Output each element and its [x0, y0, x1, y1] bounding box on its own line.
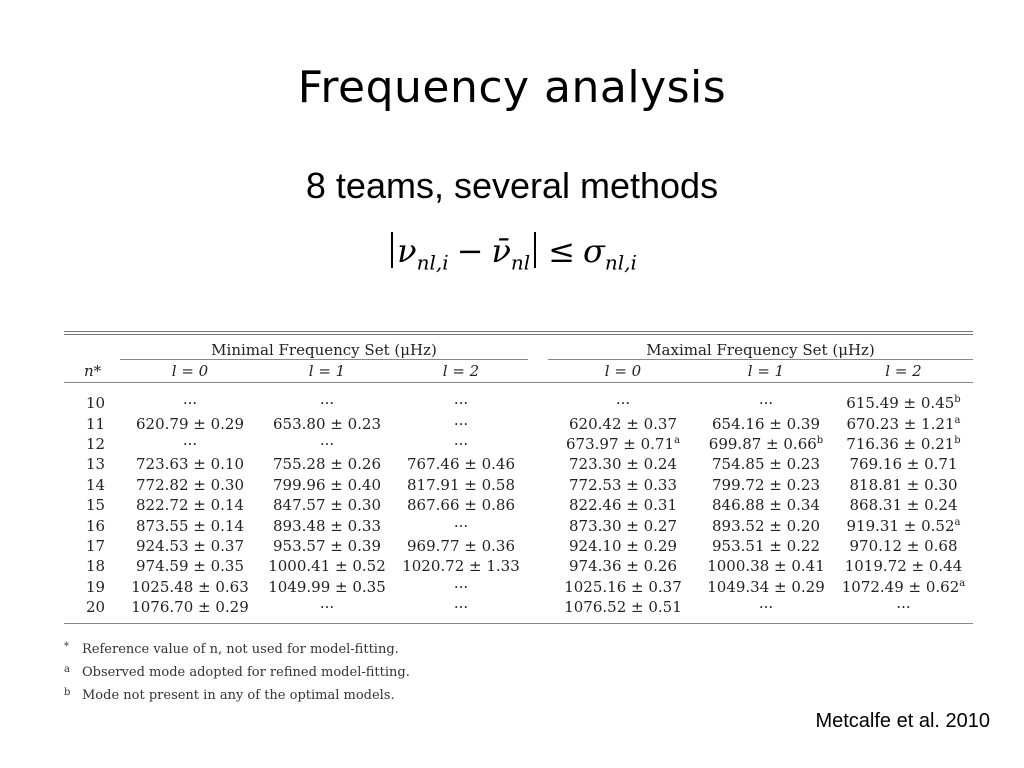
table-cell: [548, 597, 698, 617]
row-n-value: 14: [86, 475, 106, 494]
column-gap: [528, 475, 548, 495]
table-cell: [834, 536, 973, 556]
table-cell: [548, 434, 698, 454]
cell-value: 893.52 ± 0.20: [712, 516, 820, 535]
cell-value: 868.31 ± 0.24: [849, 496, 958, 515]
table-row: [64, 597, 973, 617]
table-cell: [260, 475, 394, 495]
cell-value: 716.36 ± 0.21: [846, 434, 955, 453]
cell-value: 818.81 ± 0.30: [849, 475, 958, 494]
table-row: [64, 536, 973, 556]
table-cell: [394, 577, 528, 597]
table-cell: [834, 413, 973, 433]
column-gap: [528, 434, 548, 454]
cell-value: 755.28 ± 0.26: [273, 455, 381, 474]
formula-sigma: σ: [582, 232, 605, 270]
table-cell: [548, 515, 698, 535]
citation: Metcalfe et al. 2010: [815, 710, 990, 732]
table-cell: [548, 475, 698, 495]
cell-value: 799.96 ± 0.40: [273, 475, 381, 494]
column-gap: [528, 536, 548, 556]
cell-value: 1000.41 ± 0.52: [268, 557, 386, 576]
cell-value: 953.51 ± 0.22: [712, 536, 820, 555]
table-cell: [548, 413, 698, 433]
table-cell: [260, 515, 394, 535]
table-cell: [120, 413, 260, 433]
cell-value: 799.72 ± 0.23: [712, 475, 820, 494]
cell-value: 822.72 ± 0.14: [136, 496, 244, 515]
row-n-value: 12: [86, 434, 106, 453]
table-row: [64, 556, 973, 576]
table-cell: [834, 383, 973, 414]
row-n-value: 16: [86, 516, 106, 535]
note-mark: b: [64, 687, 71, 698]
table-cell: [260, 556, 394, 576]
note-text: Observed mode adopted for refined model-fitting.: [82, 665, 410, 680]
cell-value: ···: [453, 598, 469, 617]
note-line: [64, 660, 410, 683]
abs-bar-left: [391, 232, 393, 268]
note-text: Mode not present in any of the optimal models.: [82, 688, 395, 703]
table-cell: [834, 454, 973, 474]
cell-value: 769.16 ± 0.71: [849, 455, 958, 474]
cell-value: ···: [615, 394, 631, 413]
cell-value: 919.31 ± 0.52: [846, 516, 955, 535]
row-n-value: 20: [86, 598, 106, 617]
row-n-value: 11: [86, 414, 106, 433]
cell-value: ···: [453, 394, 469, 413]
cell-value: 1072.49 ± 0.62: [841, 577, 960, 596]
column-gap: [528, 495, 548, 515]
table-cell: [394, 383, 528, 414]
table-cell: [834, 577, 973, 597]
cell-value: 893.48 ± 0.33: [273, 516, 381, 535]
col-header: l = 2: [394, 360, 528, 383]
row-n-value: 17: [86, 536, 106, 555]
cell-value: 1025.16 ± 0.37: [564, 577, 682, 596]
cell-footnote-mark: a: [954, 414, 961, 426]
table-cell: [834, 556, 973, 576]
cell-value: ···: [453, 434, 469, 453]
row-n-value: 13: [86, 455, 106, 474]
cell-footnote-mark: a: [674, 434, 680, 446]
cell-footnote-mark: b: [816, 434, 824, 446]
table-cell: [120, 475, 260, 495]
cell-value: 772.82 ± 0.30: [136, 475, 244, 494]
cell-value: 620.42 ± 0.37: [569, 414, 677, 433]
table-cell: [548, 577, 698, 597]
table-cell: [394, 556, 528, 576]
table-cell: [394, 434, 528, 454]
table-cell: [548, 383, 698, 414]
cell-footnote-mark: b: [954, 434, 961, 446]
table-cell: [698, 515, 834, 535]
table-cell: [698, 495, 834, 515]
table-cell: [548, 454, 698, 474]
table-cell: [698, 383, 834, 414]
table-cell: [698, 536, 834, 556]
abs-bar-right: [534, 232, 536, 268]
cell-value: 673.97 ± 0.71: [566, 434, 675, 453]
slide-subtitle: 8 teams, several methods: [305, 165, 719, 206]
cell-value: 846.88 ± 0.34: [712, 496, 820, 515]
table-cell: [834, 515, 973, 535]
cell-value: ···: [453, 414, 469, 433]
table-cell: [260, 495, 394, 515]
cell-value: 924.10 ± 0.29: [569, 536, 677, 555]
cell-value: 723.30 ± 0.24: [569, 455, 677, 474]
cell-value: ···: [319, 434, 335, 453]
cell-value: 767.46 ± 0.46: [407, 455, 515, 474]
column-gap: [528, 515, 548, 535]
group-header-maximal: Maximal Frequency Set (μHz): [548, 335, 973, 360]
table-cell: [698, 413, 834, 433]
table-row: [64, 454, 973, 474]
cell-value: 1076.52 ± 0.51: [564, 598, 682, 617]
column-gap: [528, 577, 548, 597]
note-text: Reference value of n, not used for model-fitting.: [82, 642, 399, 657]
table-row: [64, 434, 973, 454]
cell-value: 620.79 ± 0.29: [136, 414, 244, 433]
cell-value: 974.59 ± 0.35: [136, 557, 244, 576]
table-cell: [698, 577, 834, 597]
cell-value: ···: [758, 394, 774, 413]
table-row: [64, 383, 973, 414]
cell-value: 822.46 ± 0.31: [569, 496, 677, 515]
table-cell: [698, 434, 834, 454]
row-n-value: 19: [86, 577, 106, 596]
row-n-value: 18: [86, 557, 106, 576]
table-cell: [548, 536, 698, 556]
formula-nu: ν: [397, 232, 417, 270]
cell-value: 970.12 ± 0.68: [849, 536, 958, 555]
cell-value: 1076.70 ± 0.29: [131, 598, 249, 617]
col-header: l = 0: [120, 360, 260, 383]
table-notes: [64, 637, 410, 706]
frequency-table: [64, 331, 973, 624]
table-cell: [260, 536, 394, 556]
note-line: [64, 637, 410, 660]
table-cell: [120, 577, 260, 597]
table-cell: [260, 434, 394, 454]
cell-value: 654.16 ± 0.39: [712, 414, 820, 433]
table-cell: [120, 454, 260, 474]
cell-value: 670.23 ± 1.21: [846, 414, 955, 433]
cell-footnote-mark: b: [954, 394, 961, 406]
table-row: [64, 495, 973, 515]
formula: [0, 232, 1024, 274]
cell-value: 953.57 ± 0.39: [273, 536, 381, 555]
col-header: l = 2: [834, 360, 973, 383]
cell-value: ···: [453, 516, 469, 535]
column-gap: [528, 383, 548, 414]
cell-value: 873.55 ± 0.14: [136, 516, 244, 535]
column-gap: [528, 556, 548, 576]
cell-value: ···: [182, 394, 198, 413]
formula-minus: −: [456, 232, 484, 270]
table-cell: [120, 597, 260, 617]
table-cell: [394, 454, 528, 474]
table-cell: [260, 413, 394, 433]
table-cell: [834, 597, 973, 617]
table-cell: [394, 597, 528, 617]
cell-value: 1049.99 ± 0.35: [268, 577, 386, 596]
row-n-value: 10: [86, 394, 106, 413]
cell-value: 974.36 ± 0.26: [569, 557, 677, 576]
row-n-value: 15: [86, 496, 106, 515]
table-cell: [698, 597, 834, 617]
cell-value: 772.53 ± 0.33: [569, 475, 677, 494]
col-header-nstar: n*: [64, 360, 120, 383]
cell-value: 847.57 ± 0.30: [273, 496, 381, 515]
col-header: l = 1: [260, 360, 394, 383]
column-gap: [528, 454, 548, 474]
table-cell: [834, 434, 973, 454]
note-mark: a: [64, 664, 70, 675]
table-cell: [260, 597, 394, 617]
table-cell: [548, 495, 698, 515]
table-cell: [698, 556, 834, 576]
table-cell: [394, 536, 528, 556]
cell-value: ···: [319, 598, 335, 617]
col-header: l = 1: [698, 360, 834, 383]
table-cell: [548, 556, 698, 576]
cell-value: 754.85 ± 0.23: [712, 455, 820, 474]
cell-value: 1019.72 ± 0.44: [844, 557, 963, 576]
table-body: [64, 383, 973, 618]
cell-value: 653.80 ± 0.23: [273, 414, 381, 433]
cell-footnote-mark: a: [954, 516, 961, 528]
table-cell: [120, 383, 260, 414]
cell-value: ···: [182, 434, 198, 453]
table-row: [64, 475, 973, 495]
table-cell: [260, 383, 394, 414]
cell-value: ···: [319, 394, 335, 413]
cell-value: ···: [758, 598, 774, 617]
cell-value: 1025.48 ± 0.63: [131, 577, 249, 596]
table-row: [64, 577, 973, 597]
cell-value: 817.91 ± 0.58: [407, 475, 515, 494]
table-cell: [394, 515, 528, 535]
column-gap: [528, 597, 548, 617]
table-row: [64, 413, 973, 433]
cell-value: 873.30 ± 0.27: [569, 516, 677, 535]
cell-value: 615.49 ± 0.45: [846, 394, 955, 413]
table-cell: [260, 577, 394, 597]
cell-value: ···: [896, 598, 911, 617]
column-gap: [528, 413, 548, 433]
table-cell: [260, 454, 394, 474]
cell-value: 924.53 ± 0.37: [136, 536, 244, 555]
cell-value: 969.77 ± 0.36: [407, 536, 515, 555]
table-cell: [834, 475, 973, 495]
table-cell: [120, 434, 260, 454]
table-cell: [394, 475, 528, 495]
table-cell: [394, 413, 528, 433]
formula-sub-nl: nl: [510, 250, 531, 275]
cell-value: 699.87 ± 0.66: [708, 434, 817, 453]
cell-value: ···: [453, 577, 469, 596]
group-header-minimal: Minimal Frequency Set (μHz): [120, 335, 528, 360]
formula-sub-sigma: nl,i: [604, 250, 637, 275]
note-line: [64, 683, 410, 706]
cell-value: 1049.34 ± 0.29: [707, 577, 825, 596]
cell-value: 1020.72 ± 1.33: [402, 557, 520, 576]
cell-value: 723.63 ± 0.10: [136, 455, 244, 474]
table-bottom-rule: [64, 623, 973, 624]
cell-footnote-mark: a: [959, 577, 966, 589]
formula-leq: ≤: [548, 232, 575, 270]
table-cell: [834, 495, 973, 515]
table-cell: [120, 515, 260, 535]
formula-nubar: ν̄: [491, 232, 511, 270]
table-cell: [120, 495, 260, 515]
note-mark: *: [64, 641, 69, 652]
table-cell: [120, 536, 260, 556]
table-cell: [698, 454, 834, 474]
table-cell: [120, 556, 260, 576]
table-cell: [394, 495, 528, 515]
table-cell: [698, 475, 834, 495]
slide-title: Frequency analysis: [297, 62, 727, 113]
col-header: l = 0: [548, 360, 698, 383]
table-row: [64, 515, 973, 535]
formula-sub-nli: nl,i: [416, 250, 449, 275]
cell-value: 1000.38 ± 0.41: [707, 557, 825, 576]
cell-value: 867.66 ± 0.86: [407, 496, 515, 515]
